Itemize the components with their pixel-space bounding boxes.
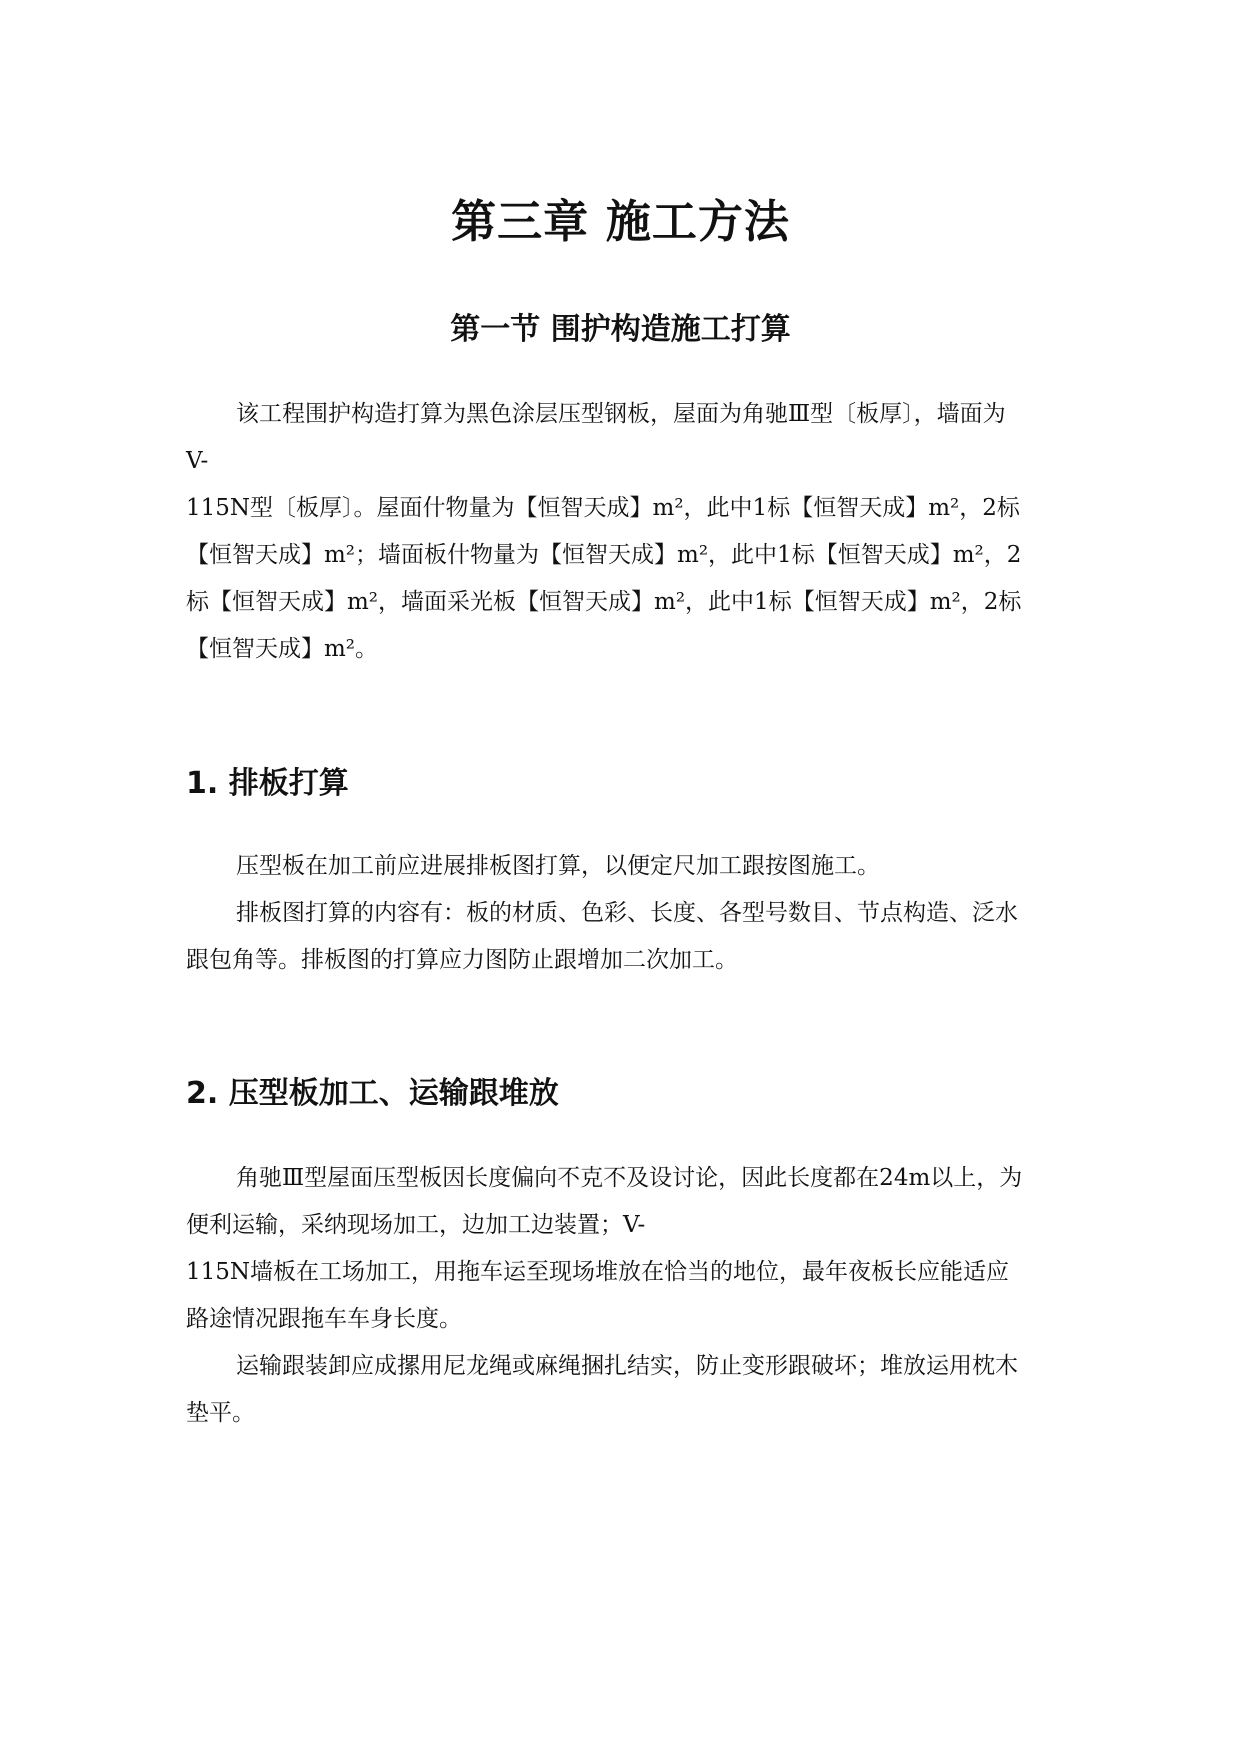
- intro-line: V-: [186, 448, 209, 474]
- subsection-1-line: 压型板在加工前应进展排板图打算，以便定尺加工跟按图施工。: [236, 853, 880, 879]
- subsection-1-line: 排板图打算的内容有：板的材质、色彩、长度、各型号数目、节点构造、泛水: [236, 900, 1018, 926]
- subsection-heading-2: 2. 压型板加工、运输跟堆放: [186, 1076, 559, 1111]
- subsection-2-line: 垫平。: [186, 1400, 255, 1426]
- intro-line: 【恒智天成】m²。: [186, 636, 379, 662]
- section-title: 第一节 围护构造施工打算: [450, 312, 791, 347]
- intro-line: 标【恒智天成】m²，墙面采光板【恒智天成】m²，此中1标【恒智天成】m²，2标: [186, 589, 1022, 615]
- intro-line: 该工程围护构造打算为黑色涂层压型钢板，屋面为角驰Ⅲ型〔板厚〕，墙面为: [236, 401, 1006, 427]
- subsection-2-line: 路途情况跟拖车车身长度。: [186, 1306, 462, 1332]
- subsection-1-line: 跟包角等。排板图的打算应力图防止跟增加二次加工。: [186, 947, 738, 973]
- chapter-title: 第三章 施工方法: [451, 195, 790, 248]
- intro-line: 115N型〔板厚〕。屋面什物量为【恒智天成】m²，此中1标【恒智天成】m²，2标: [186, 495, 1020, 521]
- subsection-2-line: 便利运输，采纳现场加工，边加工边装置；V-: [186, 1212, 646, 1238]
- subsection-2-line: 运输跟装卸应成摞用尼龙绳或麻绳捆扎结实，防止变形跟破坏；堆放运用枕木: [236, 1353, 1018, 1379]
- subsection-2-line: 角驰Ⅲ型屋面压型板因长度偏向不克不及设讨论，因此长度都在24m以上，为: [236, 1165, 1023, 1191]
- subsection-2-line: 115N墙板在工场加工，用拖车运至现场堆放在恰当的地位，最年夜板长应能适应: [186, 1259, 1010, 1285]
- intro-line: 【恒智天成】m²；墙面板什物量为【恒智天成】m²，此中1标【恒智天成】m²，2: [186, 542, 1022, 568]
- subsection-heading-1: 1. 排板打算: [186, 766, 349, 801]
